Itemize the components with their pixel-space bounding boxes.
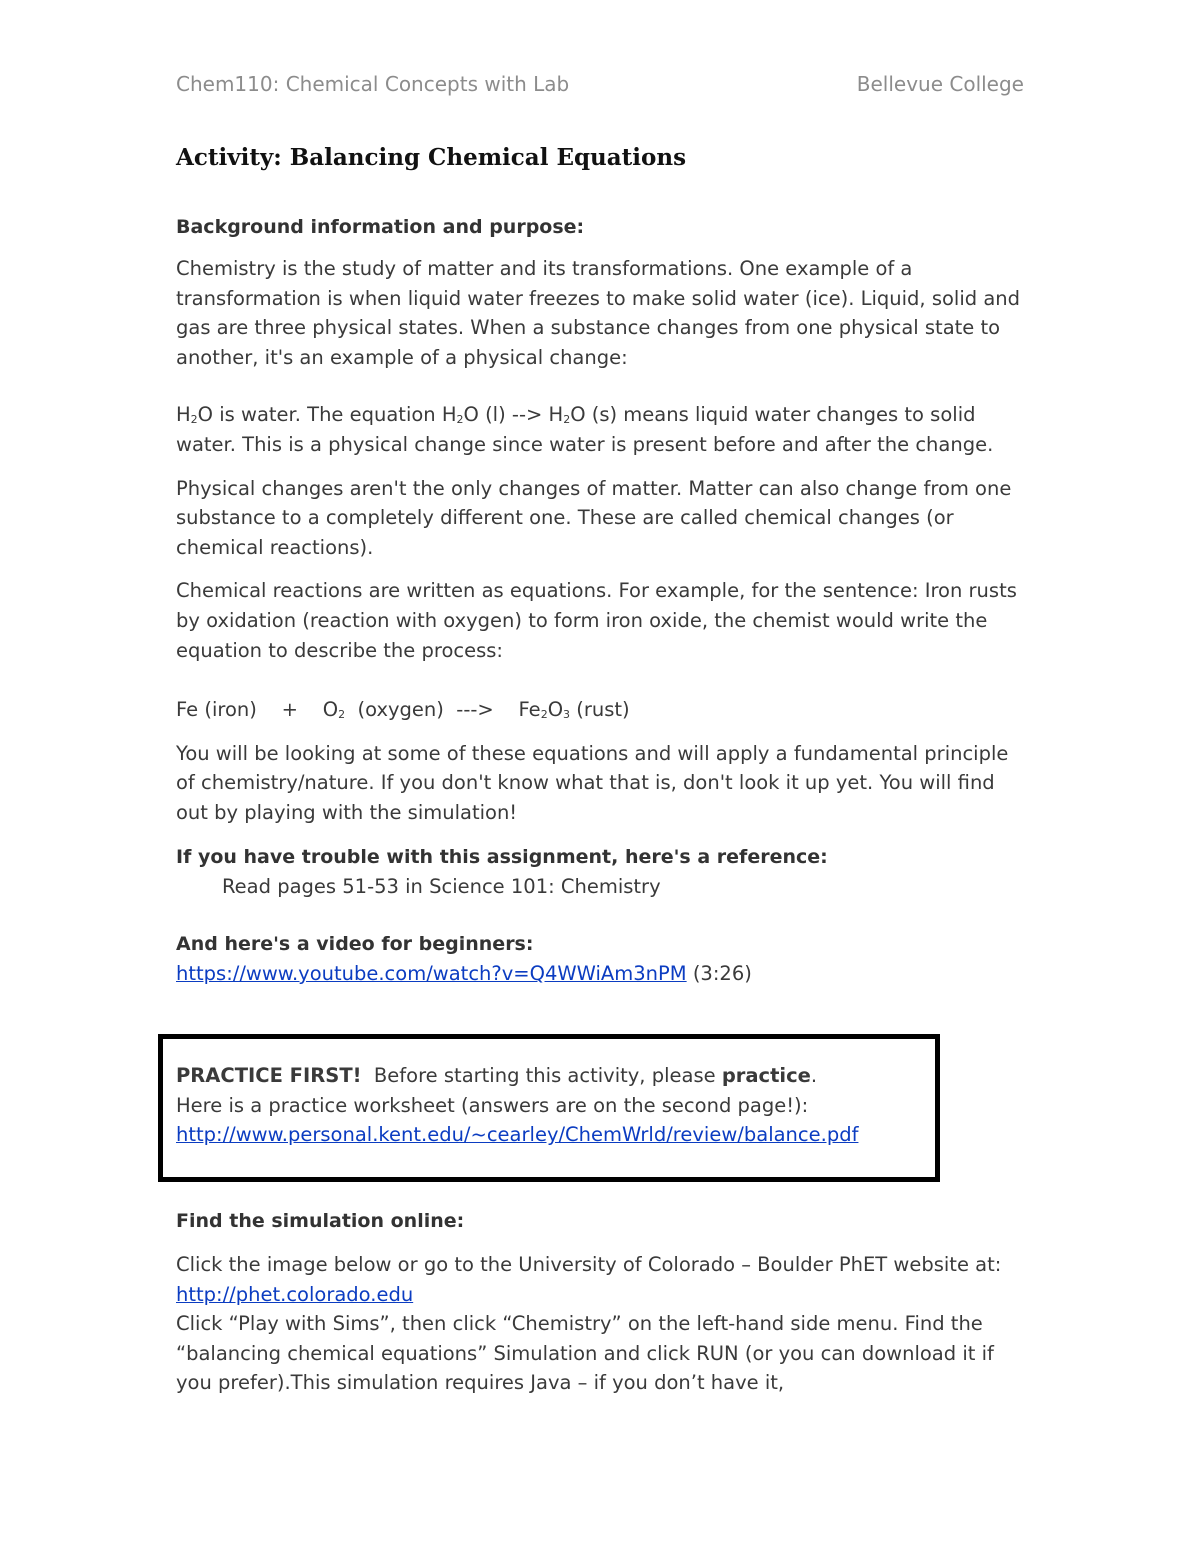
video-line — [176, 959, 1026, 989]
subscript: 2 — [190, 413, 198, 427]
simulation-intro-paragraph: You will be looking at some of these equations and will apply a fundamental principle of chemistry/nature. If you don't know what that is, don't look it up yet. You will find out by playing with the simulation! — [176, 741, 1009, 824]
background-heading: Background information and purpose: — [176, 216, 585, 238]
video-duration: (3:26) — [686, 962, 752, 986]
water-text-a: H — [176, 403, 191, 427]
rust-equation — [176, 695, 1026, 725]
practice-worksheet-link[interactable]: http://www.personal.kent.edu/~cearley/ChemWrld/review/balance.pdf — [176, 1123, 859, 1147]
simulation-line-2: Click “Play with Sims”, then click “Chemistry” on the left-hand side menu. Find the “balancing chemical equations” Simulation and click RUN (or you can download it if you prefer).This simulation requires Java – if you don’t have it, — [176, 1312, 994, 1395]
simulation-text: Click the image below or go to the University of Colorado – Boulder PhET website at: — [176, 1253, 1014, 1276]
practice-line-2: Here is a practice worksheet (answers are on the second page!): — [176, 1093, 809, 1117]
college-name: Bellevue College — [856, 72, 1024, 96]
water-equation-paragraph — [176, 400, 1026, 459]
page-header — [176, 72, 1024, 102]
water-text-d: O (s) means liquid water changes to solid water. This is a physical change since water is present before and after the change. — [176, 403, 994, 456]
subscript: 2 — [563, 413, 571, 427]
practice-text: Before starting this activity, please — [361, 1064, 722, 1087]
background-paragraph: Chemistry is the study of matter and its transformations. One example of a transformation is when liquid water freezes to make solid water (ice). Liquid, solid and gas are three physical states. When a substance changes from one physical state to another, it's an example of a physical change: — [176, 257, 1021, 369]
water-text-b: O is water. The equation H — [197, 403, 457, 427]
practice-line-1 — [176, 1061, 916, 1091]
eq-text-a: Fe (iron) + O — [176, 698, 339, 722]
eq-text-b: (oxygen) ---> Fe — [345, 698, 541, 722]
practice-bold-word: practice — [721, 1064, 811, 1087]
physical-changes-paragraph: Physical changes aren't the only changes of matter. Matter can also change from one substance to a completely different one. These are called chemical changes (or chemical reactions). — [176, 476, 1012, 559]
practice-line-3 — [176, 1120, 916, 1150]
subscript: 3 — [563, 708, 571, 722]
phet-link[interactable]: http://phet.colorado.edu — [176, 1282, 414, 1306]
practice-box-content — [176, 1061, 916, 1150]
chemical-reactions-paragraph: Chemical reactions are written as equations. For example, for the sentence: Iron rusts by oxidation (reaction with oxygen) to form iron oxide, the chemist would write the equation to describe the process: — [176, 579, 1017, 662]
video-heading: And here's a video for beginners: — [176, 933, 534, 956]
eq-text-c: O — [547, 698, 564, 722]
reference-heading: If you have trouble with this assignment, here's a reference: — [176, 845, 828, 868]
simulation-heading: Find the simulation online: — [176, 1210, 465, 1232]
subscript: 2 — [456, 413, 464, 427]
subscript: 2 — [540, 708, 548, 722]
reference-text: Read pages 51-53 in Science 101: Chemistry — [222, 874, 661, 898]
simulation-section — [176, 1206, 1026, 1398]
water-text-c: O (l) --> H — [463, 403, 564, 427]
practice-label: PRACTICE FIRST! — [176, 1064, 362, 1087]
page-title: Activity: Balancing Chemical Equations — [176, 144, 687, 171]
simulation-line-1 — [176, 1250, 1026, 1309]
practice-period: . — [810, 1064, 818, 1087]
document-body — [176, 140, 1026, 989]
subscript: 2 — [338, 708, 346, 722]
eq-text-d: (rust) — [570, 698, 630, 722]
course-name: Chem110: Chemical Concepts with Lab — [176, 72, 570, 96]
video-link[interactable]: https://www.youtube.com/watch?v=Q4WWiAm3nPM — [176, 962, 687, 986]
